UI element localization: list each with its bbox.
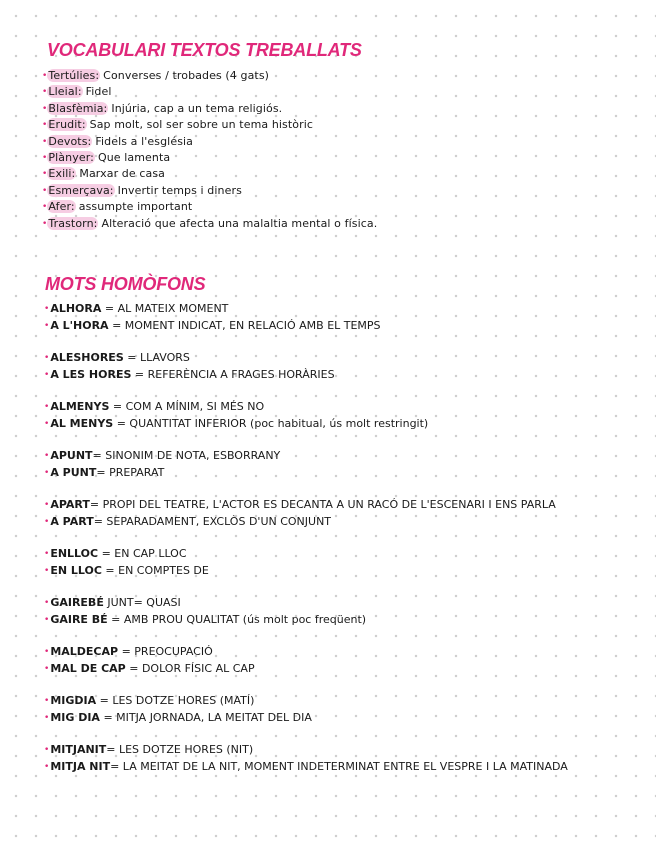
vocab-definition: Fidel — [85, 85, 112, 99]
bullet-icon: • — [44, 402, 50, 412]
vocab-item — [42, 84, 377, 100]
homophone-meaning: = LES DOTZE HORES (NIT) — [106, 743, 254, 756]
homophone-line — [44, 514, 568, 531]
bullet-icon: • — [44, 549, 50, 559]
homophone-word: MITJANIT — [50, 743, 107, 756]
homophone-word: MITJA NIT — [50, 759, 111, 773]
homophone-line — [44, 710, 568, 727]
homophone-line — [44, 497, 568, 514]
homophone-line — [44, 612, 568, 629]
homophone-meaning: = PROPI DEL TEATRE, L'ACTOR ES DECANTA A UN RACÓ DE L'ESCENARI I ENS PARLA — [89, 498, 556, 511]
homophone-line — [44, 350, 568, 367]
bullet-icon: • — [44, 565, 50, 576]
homophone-line — [44, 595, 568, 612]
vocab-term: Tertúlies: — [48, 69, 100, 82]
homophone-meaning: = LA MEITAT DE LA NIT, MOMENT INDETERMINAT ENTRE EL VESPRE I LA MATINADA — [110, 759, 568, 773]
homophone-group — [44, 448, 568, 481]
homophone-meaning: = LLAVORS — [123, 351, 190, 364]
bullet-icon: • — [42, 218, 48, 229]
bullet-icon: • — [42, 169, 48, 180]
homophone-meaning: = SEPARADAMENT, EXCLÒS D'UN CONJUNT — [93, 514, 332, 528]
bullet-icon: • — [42, 202, 48, 213]
homophone-word: MAL DE CAP — [50, 661, 126, 675]
homophone-group — [44, 350, 568, 383]
bullet-icon: • — [44, 696, 50, 706]
homophone-line — [44, 301, 568, 318]
homophone-word: GAIREBÉ — [50, 596, 104, 609]
homophone-line — [44, 367, 568, 384]
vocab-term: Trastorn: — [48, 216, 98, 230]
homophone-line — [44, 546, 568, 563]
homophone-group — [44, 399, 568, 432]
bullet-icon: • — [44, 761, 50, 772]
vocab-item — [42, 68, 377, 84]
bullet-icon: • — [44, 516, 50, 527]
bullet-icon: • — [42, 120, 48, 131]
vocab-definition: assumpte important — [78, 200, 193, 214]
homophone-meaning: = DOLOR FÍSIC AL CAP — [125, 661, 255, 675]
homophone-word: A PART — [50, 514, 94, 528]
homophone-meaning: = AMB PROU QUALITAT (ús molt poc freqüent) — [107, 612, 367, 626]
homophone-word: ALHORA — [50, 302, 102, 315]
homophone-meaning: = SINONIM DE NOTA, ESBORRANY — [92, 449, 281, 462]
homophone-group — [44, 497, 568, 530]
homophone-word: ALMENYS — [50, 400, 110, 413]
bullet-icon: • — [44, 418, 50, 429]
homophone-word: APART — [50, 498, 90, 511]
vocab-term: Plànyer: — [48, 150, 94, 164]
bullet-icon: • — [44, 451, 50, 461]
bullet-icon: • — [44, 614, 50, 625]
homophone-meaning: = EN COMPTES DE — [101, 563, 209, 577]
vocab-item — [42, 183, 377, 199]
homophone-group — [44, 546, 568, 579]
vocab-item — [42, 117, 377, 133]
homophones-heading: MOTS HOMÒFONS — [45, 274, 206, 294]
homophone-line — [44, 465, 568, 482]
homophone-word: MIG DIA — [50, 710, 100, 724]
homophone-line — [44, 318, 568, 335]
homophone-line — [44, 742, 568, 759]
bullet-icon: • — [44, 598, 50, 608]
vocab-item — [42, 199, 377, 215]
homophone-meaning: = PREPARAT — [96, 465, 165, 479]
homophone-meaning: = QUANTITAT INFERIOR (poc habitual, ús molt restringit) — [113, 416, 429, 430]
vocab-term: Erudit: — [48, 118, 86, 132]
bullet-icon: • — [44, 369, 50, 380]
bullet-icon: • — [44, 712, 50, 723]
homophone-line — [44, 644, 568, 661]
vocab-definition: Fidels a l'església — [95, 134, 194, 148]
bullet-icon: • — [44, 663, 50, 674]
homophone-line — [44, 759, 568, 776]
vocab-definition: Que lamenta — [97, 150, 171, 164]
homophone-line — [44, 693, 568, 710]
homophone-word: GAIRE BÉ — [50, 612, 108, 626]
homophone-word: APUNT — [50, 449, 93, 462]
homophone-meaning: = LES DOTZE HORES (MATÍ) — [96, 694, 255, 707]
vocab-definition: Sap molt, sol ser sobre un tema històric — [89, 118, 314, 132]
bullet-icon: • — [44, 500, 50, 510]
vocab-definition: Marxar de casa — [79, 167, 165, 181]
vocabulary-heading: VOCABULARI TEXTOS TREBALLATS — [47, 40, 362, 60]
homophone-word: MIGDIA — [50, 694, 97, 707]
homophone-meaning: = EN CAP LLOC — [98, 547, 187, 560]
homophone-line — [44, 416, 568, 433]
vocab-item — [42, 166, 377, 182]
vocab-item — [42, 134, 377, 150]
homophone-line — [44, 448, 568, 465]
homophone-group — [44, 595, 568, 628]
homophone-group — [44, 301, 568, 334]
homophone-meaning: JUNT= QUASI — [103, 596, 181, 609]
vocab-term: Esmerçava: — [48, 183, 114, 197]
vocab-item — [42, 216, 377, 232]
homophone-word: A LES HORES — [50, 367, 132, 381]
homophone-group — [44, 644, 568, 677]
bullet-icon: • — [44, 745, 50, 755]
homophone-meaning: = MOMENT INDICAT, EN RELACIÓ AMB EL TEMPS — [108, 318, 381, 332]
vocab-item — [42, 101, 377, 117]
homophone-word: ENLLOC — [50, 547, 99, 560]
homophone-word: A PUNT — [50, 465, 97, 479]
homophones-list — [44, 301, 568, 791]
vocab-definition: Alteració que afecta una malaltia mental o física. — [101, 216, 378, 230]
vocab-term: Afer: — [48, 200, 75, 214]
homophone-word: A L'HORA — [50, 318, 109, 332]
vocab-definition: Injúria, cap a un tema religiós. — [111, 101, 283, 115]
homophone-word: MALDECAP — [50, 645, 119, 658]
vocab-term: Exili: — [48, 167, 76, 181]
homophone-word: EN LLOC — [50, 563, 102, 577]
vocab-term: Devots: — [48, 134, 92, 148]
bullet-icon: • — [42, 152, 48, 163]
homophone-meaning: = PREOCUPACIÓ — [118, 645, 213, 658]
homophone-word: ALESHORES — [50, 351, 124, 364]
vocab-definition: Invertir temps i diners — [117, 183, 242, 197]
homophone-meaning: = COM A MÍNIM, SI MÉS NO — [109, 400, 265, 413]
bullet-icon: • — [42, 103, 48, 114]
bullet-icon: • — [42, 185, 48, 196]
homophone-line — [44, 399, 568, 416]
homophone-group — [44, 693, 568, 726]
bullet-icon: • — [44, 467, 50, 478]
vocab-item — [42, 150, 377, 166]
bullet-icon: • — [44, 647, 50, 657]
bullet-icon: • — [42, 87, 48, 98]
homophone-meaning: = MITJA JORNADA, LA MEITAT DEL DIA — [99, 710, 312, 724]
bullet-icon: • — [44, 353, 50, 363]
bullet-icon: • — [42, 136, 48, 147]
bullet-icon: • — [44, 320, 50, 331]
bullet-icon: • — [42, 71, 48, 81]
homophone-meaning: = REFERÈNCIA A FRAGES HORÀRIES — [131, 367, 335, 381]
homophone-group — [44, 742, 568, 775]
bullet-icon: • — [44, 304, 50, 314]
vocabulary-list — [42, 68, 377, 232]
homophone-word: AL MENYS — [50, 416, 114, 430]
homophone-line — [44, 563, 568, 580]
vocab-term: Lleial: — [48, 85, 82, 99]
homophone-meaning: = AL MATEIX MOMENT — [101, 302, 229, 315]
vocab-definition: Converses / trobades (4 gats) — [103, 69, 270, 82]
vocab-term: Blasfèmia: — [48, 101, 108, 115]
homophone-line — [44, 661, 568, 678]
